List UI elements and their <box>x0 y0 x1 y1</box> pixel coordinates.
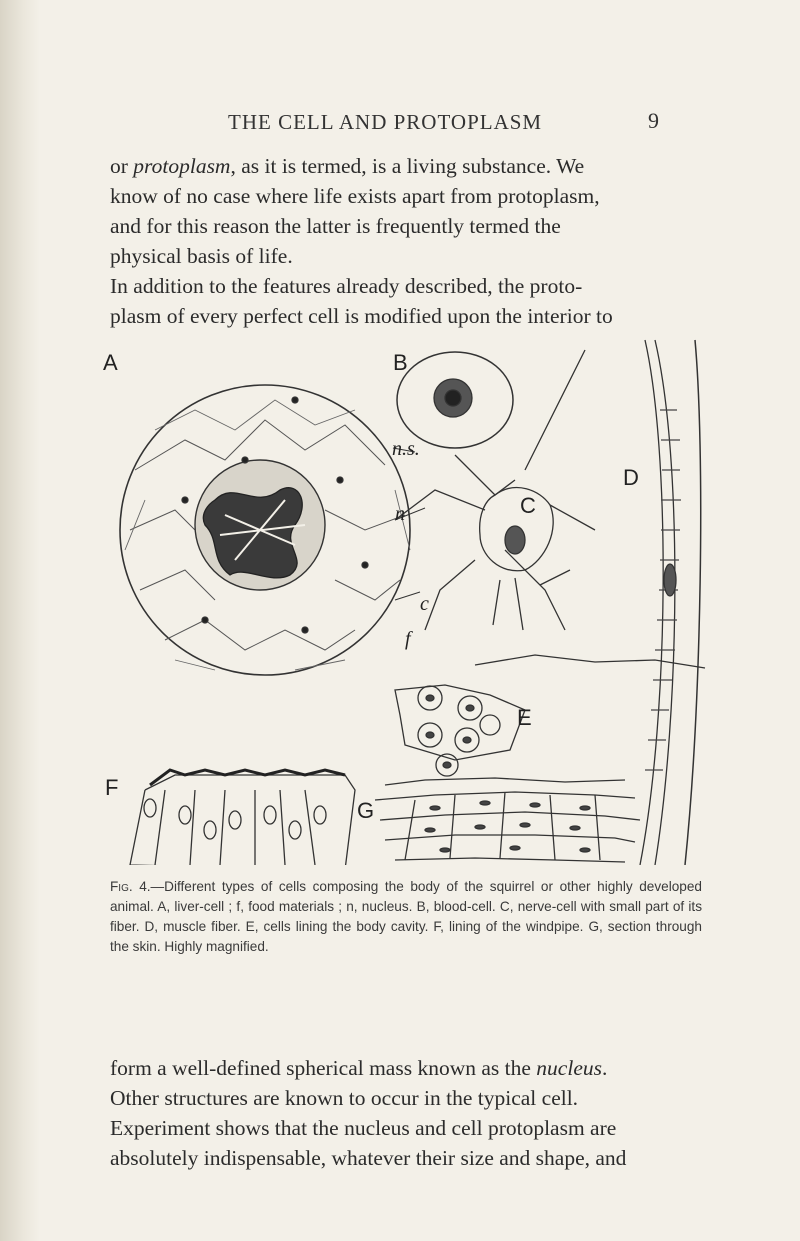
text-line: Other structures are known to occur in the typical cell. <box>110 1086 579 1110</box>
label-C: C <box>520 493 536 518</box>
nerve-cell-drawing <box>395 350 595 630</box>
text-line: form a well-defined spherical mass known as the nucleus. <box>110 1056 608 1080</box>
skin-section-drawing <box>375 778 640 862</box>
label-D: D <box>623 465 639 490</box>
text-line: know of no case where life exists apart from protoplasm, <box>110 184 600 208</box>
liver-cell-drawing <box>120 385 410 675</box>
label-n: n <box>395 503 405 525</box>
top-paragraph <box>110 151 700 331</box>
windpipe-lining-drawing <box>130 770 355 865</box>
text-line: and for this reason the latter is frequently termed the <box>110 214 561 238</box>
chapter-title: THE CELL AND PROTOPLASM <box>228 110 543 134</box>
figure-number: Fig. 4. <box>110 879 151 894</box>
text-line: In addition to the features already described, the proto- <box>110 274 583 298</box>
label-F: F <box>105 775 119 800</box>
term-nucleus: nucleus <box>536 1056 602 1080</box>
label-c: c <box>420 593 429 615</box>
text-line: absolutely indispensable, whatever their size and shape, and <box>110 1146 627 1170</box>
bottom-paragraph <box>110 1053 700 1173</box>
label-E: E <box>517 705 532 730</box>
term-protoplasm: protoplasm <box>133 154 231 178</box>
text-line: physical basis of life. <box>110 244 293 268</box>
label-B: B <box>393 350 408 375</box>
label-A: A <box>103 350 118 375</box>
label-f: f <box>405 628 411 650</box>
text-line: or protoplasm, as it is termed, is a living substance. We <box>110 154 585 178</box>
label-ns: n.s. <box>392 438 420 460</box>
blood-cell-drawing <box>397 352 513 448</box>
cell-illustration <box>95 330 715 865</box>
label-G: G <box>357 798 375 823</box>
text-line: plasm of every perfect cell is modified upon the interior to <box>110 304 613 328</box>
figure-caption <box>110 877 702 957</box>
caption-text: —Different types of cells composing the body of the squirrel or other highly developed animal. A, liver-cell ; f, food materials ; n, nucleus. B, blood-cell. C, nerve-cell with small part of its fiber. D, muscle fiber. E, cells lining the body cavity. F, lining of the windpipe. G, section through the skin. Highly magnified. <box>110 879 702 954</box>
muscle-fiber-drawing <box>640 340 701 865</box>
figure-4-cell-types <box>95 330 715 865</box>
text-line: Experiment shows that the nucleus and cell protoplasm are <box>110 1116 617 1140</box>
page-number: 9 <box>648 108 659 133</box>
page-gutter <box>0 0 40 1241</box>
running-head <box>0 104 800 144</box>
